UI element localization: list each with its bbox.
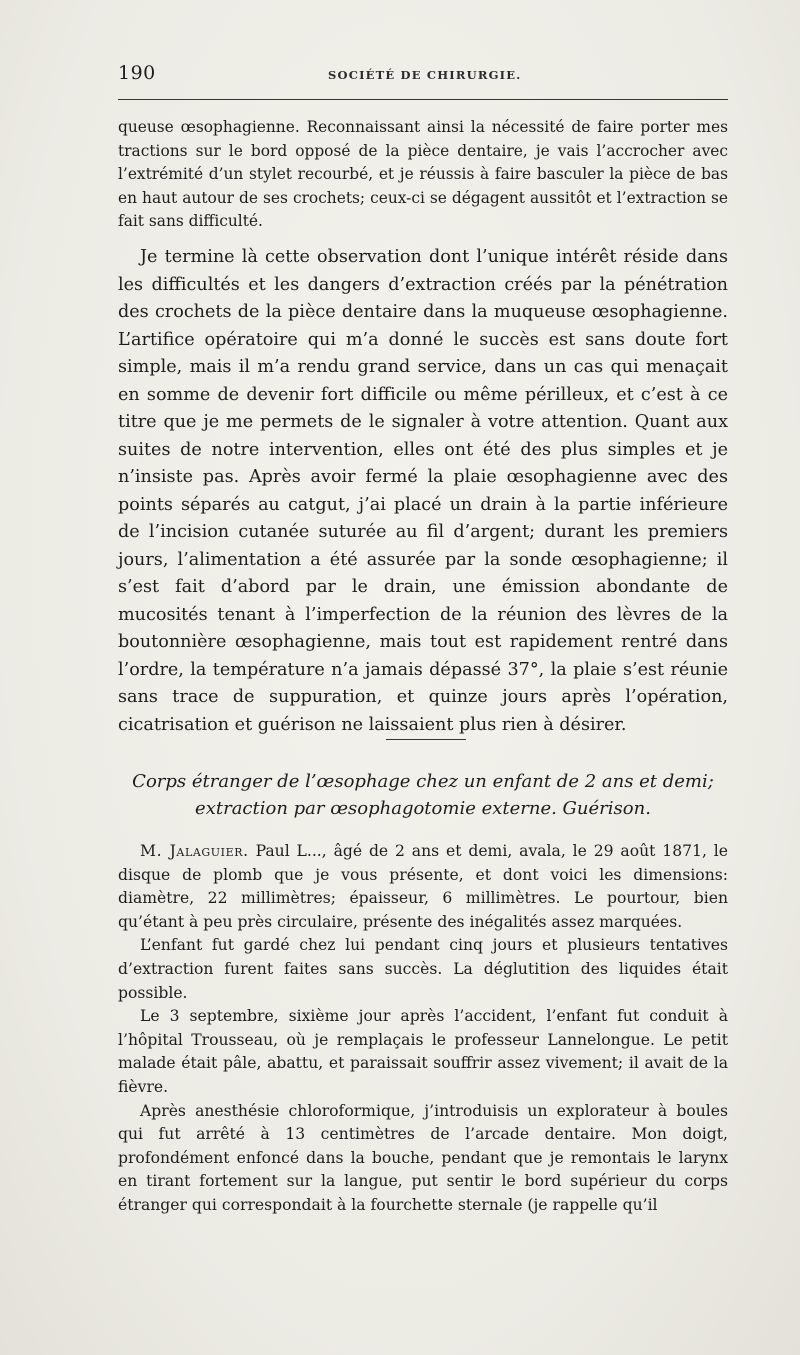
paragraph-text: Paul L..., âgé de 2 ans et demi, avala, le 29 août 1871, le disque de plomb que je vous présente, et dont voici les dimensions: diamètre, 22 millimètres; épaisseur, 6 millimètres. Le pourtour, bien qu’étant à peu près circulaire, présente des inégalités assez marquées. [118, 842, 728, 931]
paragraph-text: queuse œsophagienne. Reconnaissant ainsi la nécessité de faire porter mes tractions sur le bord opposé de la pièce dentaire, je vais l’accrocher avec l’extrémité d’un stylet recourbé, et je réussis à faire basculer la pièce de bas en haut autour de ses crochets; ceux-ci se dégagent aussitôt et l’extraction se fait sans difficulté. [118, 118, 728, 231]
section-title-line: Corps étranger de l’œsophage chez un enfant de 2 ans et demi; [132, 771, 714, 792]
closing-observation [118, 244, 728, 739]
header-rule [118, 99, 728, 100]
page-number: 190 [118, 62, 156, 84]
paragraph-text: Je termine là cette observation dont l’unique intérêt réside dans les difficultés et les dangers d’extraction créés par la pénétration des crochets de la pièce dentaire dans la muqueuse œsophagienne. L’artifice opératoire qui m’a donné le succès est sans doute fort simple, mais il m’a rendu grand service, dans un cas qui menaçait en somme de devenir fort difficile ou même périlleux, et c’est à ce titre que je me permets de le signaler à votre attention. Quant aux suites de notre intervention, elles ont été des plus simples et je n’insiste pas. Après avoir fermé la plaie œsophagienne avec des points séparés au catgut, j’ai placé un drain à la partie inférieure de l’incision cutanée suturée au fil d’argent; durant les premiers jours, l’alimentation a été assurée par la sonde œsophagienne; il s’est fait d’abord par le drain, une émission abondante de mucosités tenant à l’imperfection de la réunion des lèvres de la boutonnière œsophagienne, mais tout est rapidement rentré dans l’ordre, la température n’a jamais dépassé 37°, la plaie s’est réunie sans trace de suppuration, et quinze jours après l’opération, cicatrisation et guérison ne laissaient plus rien à désirer. [118, 247, 728, 735]
section-title-line: extraction par œsophagotomie externe. Guérison. [195, 798, 651, 819]
paragraph-text: L’enfant fut gardé chez lui pendant cinq jours et plusieurs tentatives d’extraction furent faites sans succès. La déglutition des liquides était possible. [118, 936, 728, 1002]
section-divider [386, 739, 466, 740]
paragraph-text: Après anesthésie chloroformique, j’introduisis un explorateur à boules qui fut arrêté à 13 centimètres de l’arcade dentaire. Mon doigt, profondément enfoncé dans la bouche, pendant que je remontais le larynx en tirant fortement sur la langue, put sentir le bord supérieur du corps étranger qui correspondait à la fourchette sternale (je rappelle qu’il [118, 1101, 728, 1214]
running-title: SOCIÉTÉ DE CHIRURGIE. [328, 68, 522, 82]
continued-paragraph [118, 116, 728, 234]
case-first-paragraph [118, 840, 728, 934]
author-name: M. Jalaguier. [140, 842, 249, 860]
paragraph-text: Le 3 septembre, sixième jour après l’accident, l’enfant fut conduit à l’hôpital Trousseau, où je remplaçais le professeur Lannelongue. Le petit malade était pâle, abattu, et paraissait souffrir assez vivement; il avait de la fièvre. [118, 1007, 728, 1096]
section-title [118, 768, 728, 822]
page-header [118, 62, 728, 88]
case-report [118, 840, 728, 1218]
